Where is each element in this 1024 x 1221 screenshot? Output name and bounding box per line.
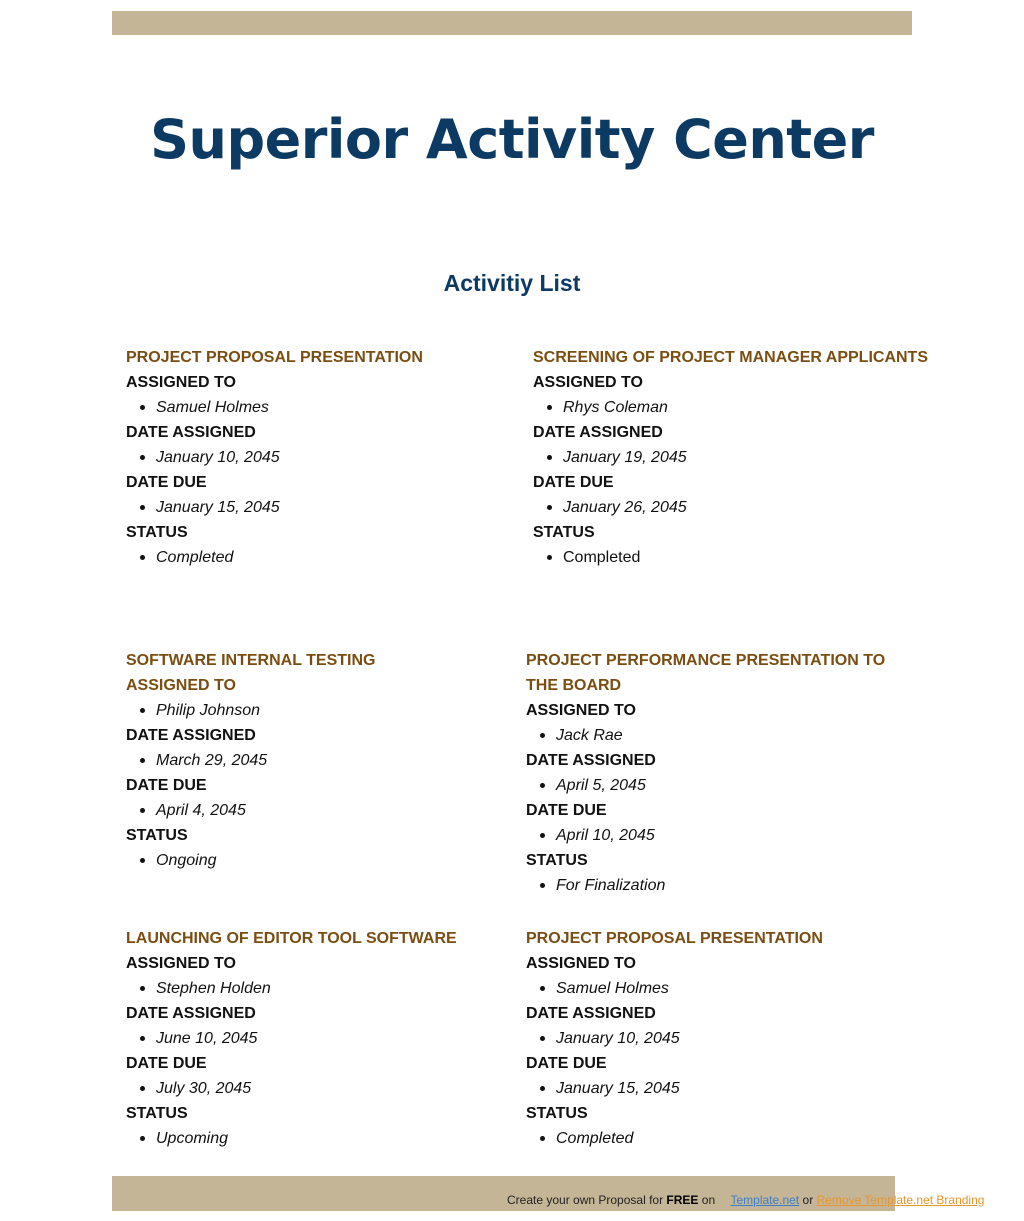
assigned-to-label: ASSIGNED TO (526, 702, 636, 719)
date-due-value: January 26, 2045 (533, 495, 913, 520)
date-due-label: DATE DUE (533, 474, 614, 491)
footer-or: or (802, 1193, 814, 1207)
activity-card (526, 648, 896, 898)
date-due-value: April 10, 2045 (526, 823, 896, 848)
date-assigned-value: March 29, 2045 (126, 748, 506, 773)
date-due-label: DATE DUE (526, 802, 607, 819)
assigned-to-value: Jack Rae (526, 723, 896, 748)
activity-card (126, 345, 506, 570)
date-assigned-label: DATE ASSIGNED (126, 1005, 256, 1022)
status-value: Completed (526, 1126, 906, 1151)
date-assigned-label: DATE ASSIGNED (526, 1005, 656, 1022)
branding-footer (507, 1193, 984, 1207)
status-value: Ongoing (126, 848, 506, 873)
activity-title: PROJECT PERFORMANCE PRESENTATION TO THE BOARD (526, 652, 886, 694)
status-label: STATUS (526, 1105, 588, 1122)
assigned-to-value: Rhys Coleman (533, 395, 913, 420)
activity-title: SCREENING OF PROJECT MANAGER APPLICANTS (533, 349, 928, 366)
status-label: STATUS (126, 524, 188, 541)
date-assigned-value: January 10, 2045 (526, 1026, 906, 1051)
date-assigned-value: January 19, 2045 (533, 445, 913, 470)
date-assigned-label: DATE ASSIGNED (533, 424, 663, 441)
assigned-to-label: ASSIGNED TO (126, 677, 236, 694)
date-assigned-value: January 10, 2045 (126, 445, 506, 470)
template-link[interactable]: Template.net (730, 1193, 800, 1207)
assigned-to-value: Samuel Holmes (526, 976, 906, 1001)
activity-title: SOFTWARE INTERNAL TESTING (126, 652, 376, 669)
activity-card (533, 345, 928, 570)
date-due-value: January 15, 2045 (126, 495, 506, 520)
activity-card (126, 926, 506, 1151)
date-assigned-label: DATE ASSIGNED (126, 424, 256, 441)
footer-prefix: Create your own Proposal for (507, 1193, 664, 1207)
date-due-label: DATE DUE (126, 777, 207, 794)
activity-card (526, 926, 906, 1151)
assigned-to-value: Philip Johnson (126, 698, 506, 723)
assigned-to-label: ASSIGNED TO (533, 374, 643, 391)
assigned-to-label: ASSIGNED TO (126, 955, 236, 972)
status-value: For Finalization (526, 873, 896, 898)
date-due-label: DATE DUE (526, 1055, 607, 1072)
assigned-to-label: ASSIGNED TO (126, 374, 236, 391)
date-due-value: January 15, 2045 (526, 1076, 906, 1101)
status-value: Completed (533, 545, 913, 570)
date-assigned-label: DATE ASSIGNED (126, 727, 256, 744)
assigned-to-value: Samuel Holmes (126, 395, 506, 420)
date-assigned-label: DATE ASSIGNED (526, 752, 656, 769)
status-value: Upcoming (126, 1126, 506, 1151)
assigned-to-value: Stephen Holden (126, 976, 506, 1001)
document-subtitle: Activitiy List (443, 270, 581, 296)
status-label: STATUS (126, 827, 188, 844)
date-due-value: April 4, 2045 (126, 798, 506, 823)
date-due-value: July 30, 2045 (126, 1076, 506, 1101)
date-assigned-value: June 10, 2045 (126, 1026, 506, 1051)
status-label: STATUS (526, 852, 588, 869)
remove-branding-link[interactable]: Remove Template.net Branding (816, 1193, 985, 1207)
date-due-label: DATE DUE (126, 1055, 207, 1072)
status-label: STATUS (533, 524, 595, 541)
status-value: Completed (126, 545, 506, 570)
activity-title: PROJECT PROPOSAL PRESENTATION (126, 349, 423, 366)
status-label: STATUS (126, 1105, 188, 1122)
activity-title: LAUNCHING OF EDITOR TOOL SOFTWARE (126, 930, 457, 947)
document-title: Superior Activity Center (150, 108, 874, 171)
date-due-label: DATE DUE (126, 474, 207, 491)
footer-on: on (701, 1193, 716, 1207)
footer-free: FREE (666, 1193, 699, 1207)
date-assigned-value: April 5, 2045 (526, 773, 896, 798)
activity-card (126, 648, 506, 873)
assigned-to-label: ASSIGNED TO (526, 955, 636, 972)
top-accent-bar (112, 11, 912, 35)
activity-title: PROJECT PROPOSAL PRESENTATION (526, 930, 823, 947)
